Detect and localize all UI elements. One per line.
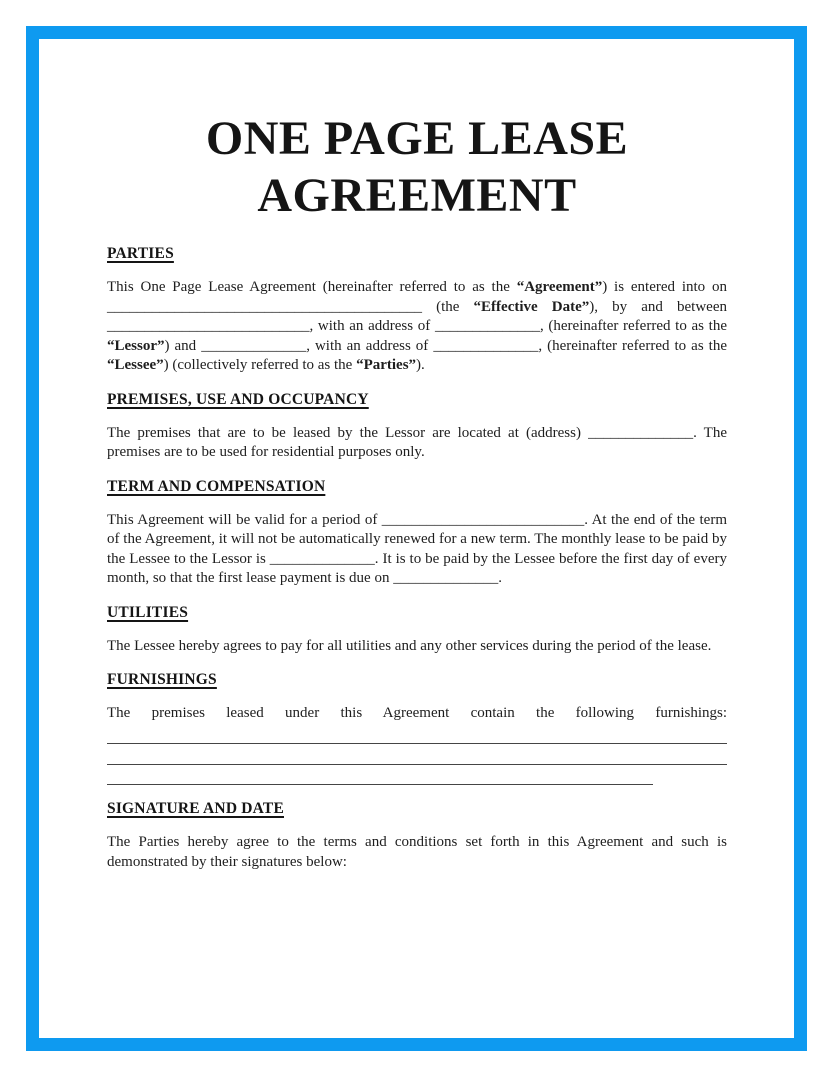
text-run: .: [498, 570, 502, 586]
section-heading-term: TERM AND COMPENSATION: [107, 477, 326, 495]
text-run: The premises leased under this Agreement contain the following furnishings:: [107, 705, 727, 721]
text-run: , with an address of: [309, 318, 435, 334]
fill-in-blank: ______________: [433, 337, 539, 354]
blank-write-in-line: [107, 765, 653, 786]
title-line-2: AGREEMENT: [257, 169, 577, 222]
text-run: ) and: [164, 337, 202, 354]
text-run: . At the end of the term of the Agreement, it will not be automatically renewed for a new term. The monthly lease to be paid by the Lessee to the Lessor is: [107, 511, 727, 567]
text-run: , with an address of: [306, 337, 434, 354]
fill-in-blank: ______________: [393, 570, 499, 586]
blank-write-in-line: [107, 744, 727, 765]
text-run: The Lessee hereby agrees to pay for all utilities and any other services during the period of the lease.: [107, 637, 712, 654]
text-run: . It is to be paid by the Lessee before the first day of every month, so that the first lease payment is due on: [107, 550, 727, 586]
fill-in-blank: ___________________________: [107, 318, 310, 334]
document-title: [107, 110, 727, 224]
text-run: ).: [416, 357, 425, 373]
signature-paragraph: [107, 833, 727, 872]
title-line-1: ONE PAGE LEASE: [205, 112, 629, 165]
parties-paragraph: [107, 278, 727, 376]
section-heading-utilities: UTILITIES: [107, 603, 189, 621]
defined-term: “Parties”: [356, 357, 417, 373]
text-run: , (hereinafter referred to as the: [538, 337, 728, 354]
utilities-paragraph: [107, 637, 727, 657]
text-run: , (hereinafter referred to as the: [539, 318, 728, 334]
section-heading-furnishings: FURNISHINGS: [107, 671, 217, 688]
text-run: This One Page Lease Agreement (hereinafter referred to as the: [107, 279, 517, 295]
text-run: ) is entered into on: [602, 279, 727, 295]
text-run: ), by and between: [589, 298, 727, 315]
fill-in-blank: ______________: [588, 424, 694, 441]
text-run: (the: [422, 298, 474, 315]
fill-in-blank: ___________________________: [381, 511, 585, 528]
text-run: This Agreement will be valid for a period of: [107, 511, 382, 528]
document-body: [107, 0, 727, 886]
furnishings-paragraph: [107, 704, 727, 724]
defined-term: “Lessee”: [107, 357, 164, 373]
fill-in-blank: __________________________________________: [107, 298, 422, 315]
section-heading-premises: PREMISES, USE AND OCCUPANCY: [107, 390, 369, 408]
fill-in-blank: ______________: [201, 337, 307, 354]
section-heading-signature: SIGNATURE AND DATE: [107, 800, 284, 817]
term-paragraph: [107, 511, 727, 589]
premises-paragraph: [107, 424, 727, 463]
text-run: ) (collectively referred to as the: [163, 357, 357, 373]
defined-term: “Effective Date”: [473, 298, 590, 315]
section-heading-parties: PARTIES: [107, 245, 174, 262]
text-run: The premises that are to be leased by the Lessor are located at (address): [107, 424, 589, 441]
fill-in-blank: ______________: [434, 318, 540, 334]
text-run: . The premises are to be used for residential purposes only.: [107, 424, 727, 460]
fill-in-blank: ______________: [269, 550, 375, 567]
defined-term: “Agreement”: [516, 279, 603, 295]
text-run: The Parties hereby agree to the terms and conditions set forth in this Agreement and such is demonstrated by their signatures below:: [107, 834, 727, 870]
defined-term: “Lessor”: [107, 337, 165, 354]
blank-write-in-line: [107, 724, 727, 745]
furnishings-blank-lines: [107, 724, 727, 786]
